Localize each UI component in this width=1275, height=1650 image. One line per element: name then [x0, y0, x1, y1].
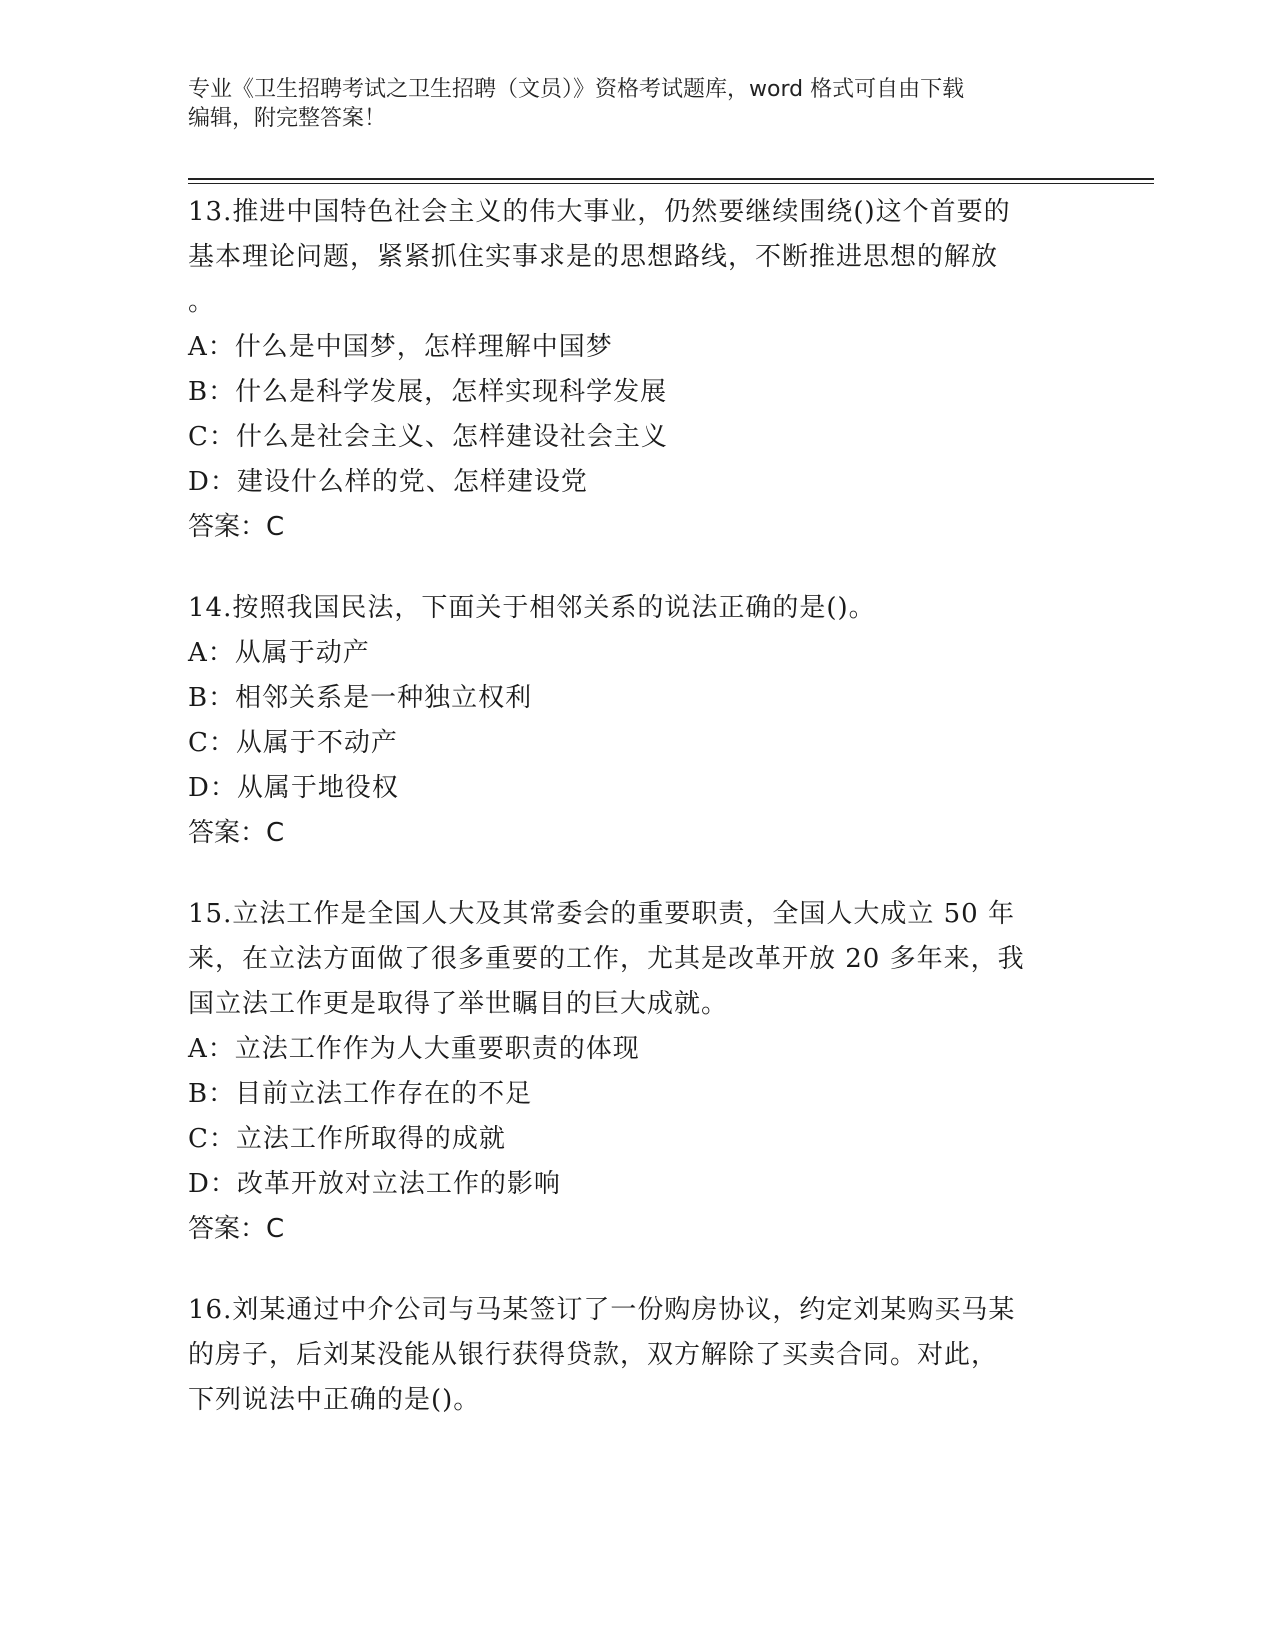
option-c: C：从属于不动产	[188, 728, 398, 758]
option-b: B：什么是科学发展，怎样实现科学发展	[188, 377, 668, 407]
question-16	[188, 1288, 1088, 1423]
option-c: C：立法工作所取得的成就	[188, 1124, 506, 1154]
option-b: B：相邻关系是一种独立权利	[188, 683, 533, 713]
question-stem-line: 国立法工作更是取得了举世瞩目的巨大成就。	[188, 989, 729, 1019]
question-stem-line: 基本理论问题，紧紧抓住实事求是的思想路线，不断推进思想的解放	[188, 242, 999, 272]
option-d: D：改革开放对立法工作的影响	[188, 1169, 561, 1199]
option-a: A：立法工作作为人大重要职责的体现	[188, 1034, 640, 1064]
header-divider-thin	[188, 183, 1154, 184]
question-stem-line: 15.立法工作是全国人大及其常委会的重要职责，全国人大成立 50 年	[188, 899, 1015, 929]
question-stem-line: 。	[188, 287, 216, 317]
header-divider	[188, 178, 1154, 180]
question-13	[188, 190, 1088, 550]
question-stem-line: 14.按照我国民法，下面关于相邻关系的说法正确的是()。	[188, 593, 876, 623]
question-stem-line: 16.刘某通过中介公司与马某签订了一份购房协议，约定刘某购买马某	[188, 1295, 1016, 1325]
option-d: D：从属于地役权	[188, 773, 399, 803]
question-14	[188, 586, 1088, 856]
document-header	[188, 75, 1068, 133]
question-stem-line: 的房子，后刘某没能从银行获得贷款，双方解除了买卖合同。对此，	[188, 1340, 999, 1370]
answer: 答案：C	[188, 818, 285, 848]
question-list	[188, 190, 1088, 1459]
option-a: A：什么是中国梦，怎样理解中国梦	[188, 332, 613, 362]
question-stem-line: 13.推进中国特色社会主义的伟大事业，仍然要继续围绕()这个首要的	[188, 197, 1011, 227]
option-d: D：建设什么样的党、怎样建设党	[188, 467, 588, 497]
question-stem-line: 来，在立法方面做了很多重要的工作，尤其是改革开放 20 多年来，我	[188, 944, 1025, 974]
option-c: C：什么是社会主义、怎样建设社会主义	[188, 422, 668, 452]
option-b: B：目前立法工作存在的不足	[188, 1079, 533, 1109]
answer: 答案：C	[188, 1214, 285, 1244]
header-line-1: 专业《卫生招聘考试之卫生招聘（文员）》资格考试题库，word 格式可自由下载	[188, 77, 965, 102]
option-a: A：从属于动产	[188, 638, 370, 668]
header-line-2: 编辑，附完整答案！	[188, 106, 387, 131]
answer: 答案：C	[188, 512, 285, 542]
question-15	[188, 892, 1088, 1252]
question-stem-line: 下列说法中正确的是()。	[188, 1385, 481, 1415]
